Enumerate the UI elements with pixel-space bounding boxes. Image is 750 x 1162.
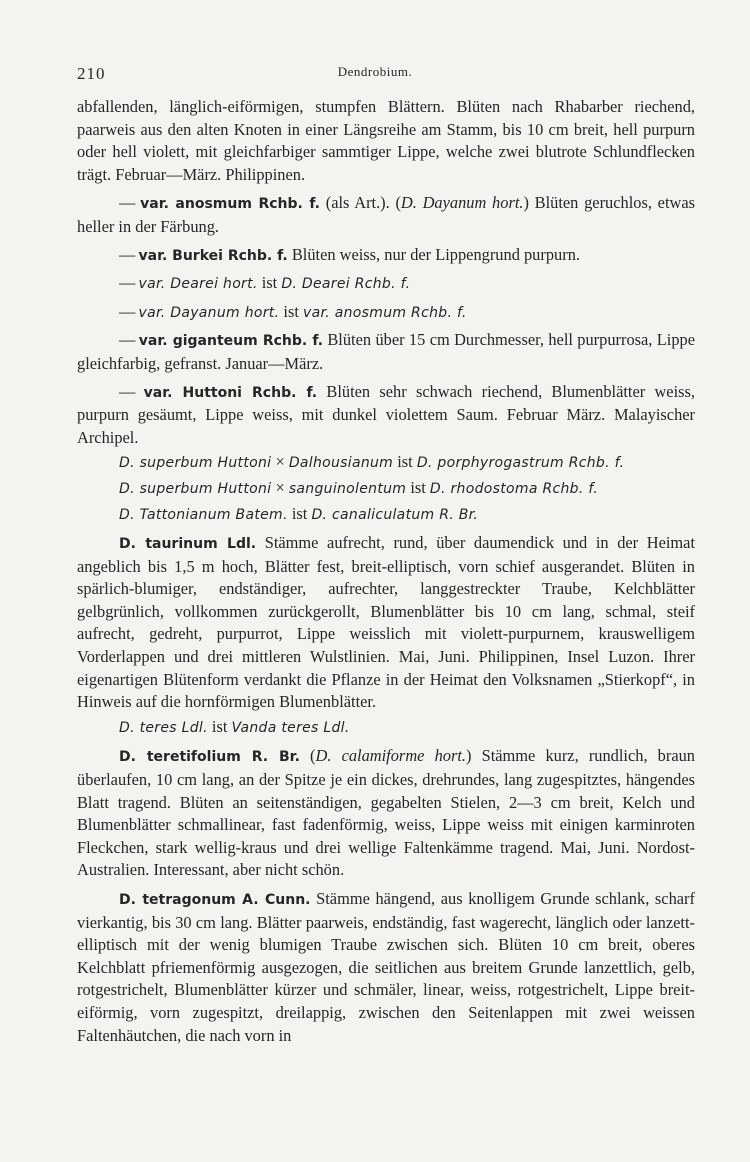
taxon-name: var. giganteum Rchb. f. — [138, 333, 324, 350]
synonym: D. Tattonianum Batem. — [119, 506, 288, 523]
entry-taurinum — [77, 532, 695, 714]
text: ist — [207, 716, 232, 736]
entry-tetragonum — [77, 888, 695, 1047]
synonym: D. Dearei Rchb. f. — [281, 276, 411, 293]
entry-var-huttoni — [77, 381, 695, 450]
page-number: 210 — [77, 64, 106, 83]
text: ) Blüten geruchlos, etwas heller in der Färbung. — [77, 193, 695, 236]
synonym: D. superbum Huttoni — [119, 455, 272, 472]
synonym: D. calamiforme hort. — [315, 746, 466, 766]
dash: — — [119, 381, 135, 401]
entry-var-dayanum — [77, 301, 695, 325]
entry-var-anosmum — [77, 192, 695, 238]
entry-var-burkei — [77, 244, 695, 268]
text: Blüten sehr schwach riechend, Blumenblätter weiss, purpurn gesäumt, Lippe weiss, mit dunkel violettem Saum. Februar März. Malayischer Archipel. — [77, 381, 695, 447]
taxon-name: D. teretifolium R. Br. — [119, 749, 300, 766]
dash: — — [119, 193, 135, 213]
paragraph-continuation: abfallenden, länglich-eiförmigen, stumpfen Blättern. Blüten nach Rhabarber riechend, paarweis aus den alten Knoten in einer Längsreihe am Stamm, bis 10 cm breit, hell purpurn oder hell violett, mit gleichfarbiger sammtiger Lippe, welche zwei blutrote Schlundflecken trägt. Februar—März. Philippinen. — [77, 97, 695, 184]
synonym: D. canaliculatum R. Br. — [311, 506, 479, 523]
text: ) Stämme kurz, rundlich, braun überlaufen, 10 cm lang, an der Spitze je ein dickes, drehrundes, lang zugespitztes, hängendes Blatt tragend. Blüten an seitenständigen, gegabelten Stielen, 2—3 cm breit, Kelch und Blumenblätter schmallinear, fast fadenförmig, weiss, Lippe weiss mit einigen karminroten Fleckchen, stark wellig-kraus und drei wellige Faltenkämme tragend. Mai, Juni. Nordost-Australien. Interessant, aber nicht schön. — [77, 746, 696, 880]
text: ( — [299, 746, 316, 766]
taxon-name: D. tetragonum A. Cunn. — [119, 892, 311, 908]
entry-teres — [77, 716, 695, 740]
synonym: Dalhousianum — [288, 455, 394, 472]
synonym: sanguinolentum — [288, 480, 407, 497]
synonym: Vanda teres Ldl. — [231, 719, 350, 736]
text: Stämme hängend, aus knolligem Grunde schlank, scharf vierkantig, bis 30 cm lang. Blätter paarweis, endständig, fast wagerecht, länglich oder lanzett-elliptisch mit der wenig blumigen Traube zwischen sich. Blüten 10 cm breit, oberes Kelchblatt pfriemenförmig ausgezogen, die seitlichen aus breitem Grunde lanzettlich, gelb, rotgestrichelt, Blumenblätter kürzer und schmäler, linear, weiss, rotgestrichelt, Lippe breit-eiförmig, vorn zugespitzt, dreilappig, zwischen den Seitenlappen mit zwei weissen Faltenhäutchen, die nach vorn in — [77, 889, 695, 1045]
synonym: var. Dearei hort. — [138, 276, 258, 293]
text: Blüten über 15 cm Durchmesser, hell purpurrosa, Lippe gleichfarbig, gefranst. Januar—März. — [77, 330, 695, 373]
text: Stämme aufrecht, rund, über daumendick und in der Heimat angeblich bis 1,5 m hoch, Blätter fest, breit-elliptisch, vorn schief ausgerandet. Blüten in spärlich-blumiger, endständiger, aufrechter, langgestreckter Traube, Kelchblätter gelbgrünlich, vollkommen zurückgerollt, Blumenblätter bis 10 cm lang, schmal, steif aufrecht, gedreht, purpurrot, Lippe weisslich mit violett-purpurnem, krauswelligem Vorderlappen und drei mittleren Wulstlinien. Mai, Juni. Philippinen, Insel Luzon. Ihrer eigenartigen Blütenform verdankt die Pflanze in der Heimat den Volksnamen „Stierkopf“, in Hinweis auf die hornförmigen Blumenblätter. — [77, 533, 695, 712]
entry-var-dearei — [77, 272, 695, 296]
dash: — — [119, 301, 135, 321]
entry-var-giganteum — [77, 329, 695, 375]
text: ist — [279, 301, 304, 321]
synonym: D. teres Ldl. — [119, 719, 208, 736]
taxon-name: D. taurinum Ldl. — [119, 536, 257, 553]
text: ist — [393, 452, 417, 472]
running-title: Dendrobium. — [337, 64, 413, 79]
synonym: D. porphyrogastrum Rchb. f. — [416, 455, 625, 472]
text: ist — [257, 273, 282, 293]
entry-teretifolium — [77, 745, 695, 882]
text: ist — [406, 477, 430, 497]
cross-symbol: × — [271, 477, 289, 497]
text: ist — [287, 503, 312, 523]
taxon-name: var. anosmum Rchb. f. — [140, 196, 320, 213]
text: (als Art.). ( — [320, 193, 401, 213]
entry-hybrid-1 — [77, 451, 695, 475]
cross-symbol: × — [271, 452, 289, 472]
entry-tattonianum — [77, 503, 695, 527]
text: Blüten weiss, nur der Lippengrund purpurn. — [287, 244, 580, 264]
synonym: D. superbum Huttoni — [119, 480, 272, 497]
synonym: var. Dayanum hort. — [138, 304, 280, 321]
entry-hybrid-2 — [77, 477, 695, 501]
taxon-name: var. Huttoni Rchb. f. — [143, 384, 318, 401]
synonym: D. Dayanum hort. — [400, 193, 524, 213]
synonym: D. rhodostoma Rchb. f. — [429, 480, 599, 497]
taxon-name: var. Burkei Rchb. f. — [138, 247, 288, 264]
synonym: var. anosmum Rchb. f. — [303, 304, 467, 321]
page-body — [77, 96, 695, 1047]
dash: — — [119, 273, 135, 293]
dash: — — [119, 330, 135, 350]
dash: — — [119, 244, 135, 264]
